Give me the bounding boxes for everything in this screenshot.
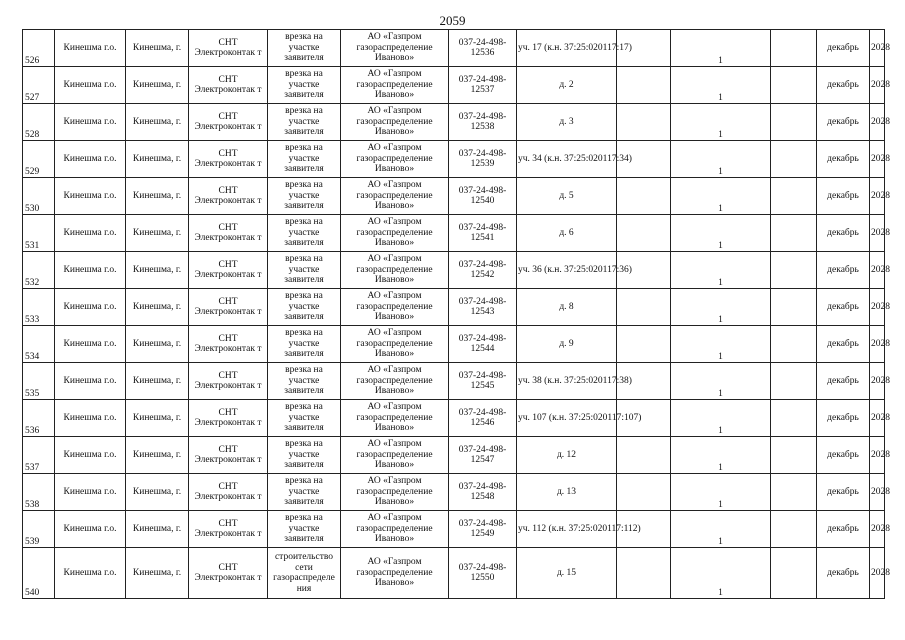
month-cell: декабрь bbox=[817, 215, 870, 252]
row-number: 536 bbox=[23, 400, 55, 437]
district-cell: Кинешма г.о. bbox=[55, 363, 126, 400]
table-row bbox=[23, 363, 885, 400]
address-cell: д. 2 bbox=[517, 67, 617, 104]
snt-cell: СНТ Электроконтак т bbox=[189, 548, 268, 599]
snt-cell: СНТ Электроконтак т bbox=[189, 289, 268, 326]
empty-cell bbox=[617, 178, 671, 215]
year-cell: 2028 bbox=[870, 252, 885, 289]
row-number: 530 bbox=[23, 178, 55, 215]
organization-cell: АО «Газпром газораспределение Иваново» bbox=[341, 104, 449, 141]
empty-cell bbox=[617, 67, 671, 104]
quantity-cell: 1 bbox=[671, 104, 771, 141]
empty-cell bbox=[771, 474, 817, 511]
snt-cell: СНТ Электроконтак т bbox=[189, 511, 268, 548]
table-row bbox=[23, 326, 885, 363]
organization-cell: АО «Газпром газораспределение Иваново» bbox=[341, 289, 449, 326]
year-cell: 2028 bbox=[870, 326, 885, 363]
address-cell: д. 6 bbox=[517, 215, 617, 252]
gas-connection-table bbox=[22, 29, 890, 599]
city-cell: Кинешма, г. bbox=[126, 67, 189, 104]
work-type-cell: врезка на участке заявителя bbox=[268, 30, 341, 67]
year-cell: 2028 bbox=[870, 141, 885, 178]
empty-cell bbox=[617, 289, 671, 326]
row-number: 535 bbox=[23, 363, 55, 400]
year-cell: 2028 bbox=[870, 437, 885, 474]
organization-cell: АО «Газпром газораспределение Иваново» bbox=[341, 141, 449, 178]
application-code-cell: 037-24-498-12537 bbox=[449, 67, 517, 104]
quantity-cell: 1 bbox=[671, 548, 771, 599]
year-cell: 2028 bbox=[870, 363, 885, 400]
empty-cell bbox=[617, 104, 671, 141]
organization-cell: АО «Газпром газораспределение Иваново» bbox=[341, 511, 449, 548]
organization-cell: АО «Газпром газораспределение Иваново» bbox=[341, 252, 449, 289]
empty-cell bbox=[771, 437, 817, 474]
empty-cell bbox=[771, 178, 817, 215]
table-row bbox=[23, 30, 885, 67]
city-cell: Кинешма, г. bbox=[126, 178, 189, 215]
year-cell: 2028 bbox=[870, 215, 885, 252]
snt-cell: СНТ Электроконтак т bbox=[189, 67, 268, 104]
table-row bbox=[23, 141, 885, 178]
work-type-cell: врезка на участке заявителя bbox=[268, 141, 341, 178]
empty-cell bbox=[771, 67, 817, 104]
empty-cell bbox=[771, 104, 817, 141]
empty-cell bbox=[771, 363, 817, 400]
empty-cell bbox=[771, 252, 817, 289]
district-cell: Кинешма г.о. bbox=[55, 400, 126, 437]
row-number: 539 bbox=[23, 511, 55, 548]
table-row bbox=[23, 437, 885, 474]
empty-cell bbox=[617, 326, 671, 363]
year-cell: 2028 bbox=[870, 511, 885, 548]
application-code-cell: 037-24-498-12543 bbox=[449, 289, 517, 326]
district-cell: Кинешма г.о. bbox=[55, 326, 126, 363]
city-cell: Кинешма, г. bbox=[126, 474, 189, 511]
quantity-cell: 1 bbox=[671, 252, 771, 289]
month-cell: декабрь bbox=[817, 474, 870, 511]
snt-cell: СНТ Электроконтак т bbox=[189, 104, 268, 141]
table-row bbox=[23, 400, 885, 437]
address-cell: уч. 38 (к.н. 37:25:020117:38) bbox=[517, 363, 617, 400]
quantity-cell: 1 bbox=[671, 437, 771, 474]
quantity-cell: 1 bbox=[671, 289, 771, 326]
application-code-cell: 037-24-498-12536 bbox=[449, 30, 517, 67]
city-cell: Кинешма, г. bbox=[126, 326, 189, 363]
address-cell: д. 15 bbox=[517, 548, 617, 599]
organization-cell: АО «Газпром газораспределение Иваново» bbox=[341, 548, 449, 599]
quantity-cell: 1 bbox=[671, 400, 771, 437]
district-cell: Кинешма г.о. bbox=[55, 289, 126, 326]
row-number: 533 bbox=[23, 289, 55, 326]
district-cell: Кинешма г.о. bbox=[55, 437, 126, 474]
row-number: 540 bbox=[23, 548, 55, 599]
month-cell: декабрь bbox=[817, 548, 870, 599]
city-cell: Кинешма, г. bbox=[126, 363, 189, 400]
work-type-cell: врезка на участке заявителя bbox=[268, 400, 341, 437]
row-number: 537 bbox=[23, 437, 55, 474]
table-row bbox=[23, 178, 885, 215]
work-type-cell: врезка на участке заявителя bbox=[268, 252, 341, 289]
quantity-cell: 1 bbox=[671, 474, 771, 511]
table-row bbox=[23, 289, 885, 326]
empty-cell bbox=[617, 548, 671, 599]
work-type-cell: врезка на участке заявителя bbox=[268, 363, 341, 400]
table-row bbox=[23, 474, 885, 511]
application-code-cell: 037-24-498-12544 bbox=[449, 326, 517, 363]
work-type-cell: врезка на участке заявителя bbox=[268, 104, 341, 141]
snt-cell: СНТ Электроконтак т bbox=[189, 400, 268, 437]
month-cell: декабрь bbox=[817, 67, 870, 104]
row-number: 529 bbox=[23, 141, 55, 178]
work-type-cell: врезка на участке заявителя bbox=[268, 178, 341, 215]
organization-cell: АО «Газпром газораспределение Иваново» bbox=[341, 326, 449, 363]
snt-cell: СНТ Электроконтак т bbox=[189, 252, 268, 289]
city-cell: Кинешма, г. bbox=[126, 252, 189, 289]
quantity-cell: 1 bbox=[671, 67, 771, 104]
city-cell: Кинешма, г. bbox=[126, 511, 189, 548]
work-type-cell: строительство сети газораспределе ния bbox=[268, 548, 341, 599]
row-number: 527 bbox=[23, 67, 55, 104]
work-type-cell: врезка на участке заявителя bbox=[268, 474, 341, 511]
snt-cell: СНТ Электроконтак т bbox=[189, 215, 268, 252]
city-cell: Кинешма, г. bbox=[126, 30, 189, 67]
organization-cell: АО «Газпром газораспределение Иваново» bbox=[341, 67, 449, 104]
row-number: 532 bbox=[23, 252, 55, 289]
year-cell: 2028 bbox=[870, 400, 885, 437]
quantity-cell: 1 bbox=[671, 363, 771, 400]
year-cell: 2028 bbox=[870, 30, 885, 67]
month-cell: декабрь bbox=[817, 400, 870, 437]
month-cell: декабрь bbox=[817, 437, 870, 474]
row-number: 526 bbox=[23, 30, 55, 67]
district-cell: Кинешма г.о. bbox=[55, 178, 126, 215]
address-cell: уч. 34 (к.н. 37:25:020117:34) bbox=[517, 141, 617, 178]
city-cell: Кинешма, г. bbox=[126, 104, 189, 141]
district-cell: Кинешма г.о. bbox=[55, 474, 126, 511]
month-cell: декабрь bbox=[817, 363, 870, 400]
work-type-cell: врезка на участке заявителя bbox=[268, 326, 341, 363]
address-cell: д. 9 bbox=[517, 326, 617, 363]
empty-cell bbox=[771, 289, 817, 326]
table-row bbox=[23, 104, 885, 141]
organization-cell: АО «Газпром газораспределение Иваново» bbox=[341, 400, 449, 437]
work-type-cell: врезка на участке заявителя bbox=[268, 289, 341, 326]
empty-cell bbox=[771, 30, 817, 67]
month-cell: декабрь bbox=[817, 141, 870, 178]
district-cell: Кинешма г.о. bbox=[55, 104, 126, 141]
quantity-cell: 1 bbox=[671, 178, 771, 215]
row-number: 538 bbox=[23, 474, 55, 511]
page-number: 2059 bbox=[439, 13, 466, 28]
empty-cell bbox=[617, 474, 671, 511]
month-cell: декабрь bbox=[817, 511, 870, 548]
application-code-cell: 037-24-498-12549 bbox=[449, 511, 517, 548]
work-type-cell: врезка на участке заявителя bbox=[268, 67, 341, 104]
application-code-cell: 037-24-498-12541 bbox=[449, 215, 517, 252]
address-cell: уч. 36 (к.н. 37:25:020117:36) bbox=[517, 252, 617, 289]
city-cell: Кинешма, г. bbox=[126, 215, 189, 252]
district-cell: Кинешма г.о. bbox=[55, 548, 126, 599]
quantity-cell: 1 bbox=[671, 215, 771, 252]
snt-cell: СНТ Электроконтак т bbox=[189, 363, 268, 400]
empty-cell bbox=[771, 548, 817, 599]
month-cell: декабрь bbox=[817, 326, 870, 363]
year-cell: 2028 bbox=[870, 178, 885, 215]
district-cell: Кинешма г.о. bbox=[55, 252, 126, 289]
table-row bbox=[23, 67, 885, 104]
snt-cell: СНТ Электроконтак т bbox=[189, 474, 268, 511]
application-code-cell: 037-24-498-12548 bbox=[449, 474, 517, 511]
address-cell: д. 12 bbox=[517, 437, 617, 474]
snt-cell: СНТ Электроконтак т bbox=[189, 30, 268, 67]
empty-cell bbox=[771, 400, 817, 437]
empty-cell bbox=[771, 511, 817, 548]
snt-cell: СНТ Электроконтак т bbox=[189, 141, 268, 178]
organization-cell: АО «Газпром газораспределение Иваново» bbox=[341, 30, 449, 67]
empty-cell bbox=[771, 141, 817, 178]
table-row bbox=[23, 252, 885, 289]
city-cell: Кинешма, г. bbox=[126, 437, 189, 474]
district-cell: Кинешма г.о. bbox=[55, 30, 126, 67]
city-cell: Кинешма, г. bbox=[126, 289, 189, 326]
empty-cell bbox=[771, 215, 817, 252]
city-cell: Кинешма, г. bbox=[126, 548, 189, 599]
district-cell: Кинешма г.о. bbox=[55, 141, 126, 178]
table-row bbox=[23, 511, 885, 548]
month-cell: декабрь bbox=[817, 289, 870, 326]
year-cell: 2028 bbox=[870, 67, 885, 104]
organization-cell: АО «Газпром газораспределение Иваново» bbox=[341, 215, 449, 252]
year-cell: 2028 bbox=[870, 289, 885, 326]
address-cell: д. 13 bbox=[517, 474, 617, 511]
table-row bbox=[23, 548, 885, 599]
month-cell: декабрь bbox=[817, 252, 870, 289]
month-cell: декабрь bbox=[817, 178, 870, 215]
work-type-cell: врезка на участке заявителя bbox=[268, 437, 341, 474]
year-cell: 2028 bbox=[870, 104, 885, 141]
empty-cell bbox=[617, 437, 671, 474]
organization-cell: АО «Газпром газораспределение Иваново» bbox=[341, 178, 449, 215]
application-code-cell: 037-24-498-12539 bbox=[449, 141, 517, 178]
work-type-cell: врезка на участке заявителя bbox=[268, 511, 341, 548]
address-cell: уч. 107 (к.н. 37:25:020117:107) bbox=[517, 400, 617, 437]
city-cell: Кинешма, г. bbox=[126, 141, 189, 178]
application-code-cell: 037-24-498-12547 bbox=[449, 437, 517, 474]
snt-cell: СНТ Электроконтак т bbox=[189, 437, 268, 474]
organization-cell: АО «Газпром газораспределение Иваново» bbox=[341, 437, 449, 474]
address-cell: д. 8 bbox=[517, 289, 617, 326]
district-cell: Кинешма г.о. bbox=[55, 67, 126, 104]
address-cell: д. 5 bbox=[517, 178, 617, 215]
month-cell: декабрь bbox=[817, 30, 870, 67]
empty-cell bbox=[771, 326, 817, 363]
district-cell: Кинешма г.о. bbox=[55, 511, 126, 548]
organization-cell: АО «Газпром газораспределение Иваново» bbox=[341, 363, 449, 400]
application-code-cell: 037-24-498-12550 bbox=[449, 548, 517, 599]
year-cell: 2028 bbox=[870, 548, 885, 599]
month-cell: декабрь bbox=[817, 104, 870, 141]
quantity-cell: 1 bbox=[671, 326, 771, 363]
quantity-cell: 1 bbox=[671, 141, 771, 178]
address-cell: уч. 112 (к.н. 37:25:020117:112) bbox=[517, 511, 617, 548]
snt-cell: СНТ Электроконтак т bbox=[189, 178, 268, 215]
row-number: 528 bbox=[23, 104, 55, 141]
application-code-cell: 037-24-498-12542 bbox=[449, 252, 517, 289]
address-cell: д. 3 bbox=[517, 104, 617, 141]
snt-cell: СНТ Электроконтак т bbox=[189, 326, 268, 363]
organization-cell: АО «Газпром газораспределение Иваново» bbox=[341, 474, 449, 511]
work-type-cell: врезка на участке заявителя bbox=[268, 215, 341, 252]
table-row bbox=[23, 215, 885, 252]
empty-cell bbox=[617, 215, 671, 252]
application-code-cell: 037-24-498-12545 bbox=[449, 363, 517, 400]
row-number: 531 bbox=[23, 215, 55, 252]
quantity-cell: 1 bbox=[671, 511, 771, 548]
city-cell: Кинешма, г. bbox=[126, 400, 189, 437]
address-cell: уч. 17 (к.н. 37:25:020117:17) bbox=[517, 30, 617, 67]
application-code-cell: 037-24-498-12538 bbox=[449, 104, 517, 141]
row-number: 534 bbox=[23, 326, 55, 363]
year-cell: 2028 bbox=[870, 474, 885, 511]
application-code-cell: 037-24-498-12546 bbox=[449, 400, 517, 437]
district-cell: Кинешма г.о. bbox=[55, 215, 126, 252]
application-code-cell: 037-24-498-12540 bbox=[449, 178, 517, 215]
quantity-cell: 1 bbox=[671, 30, 771, 67]
